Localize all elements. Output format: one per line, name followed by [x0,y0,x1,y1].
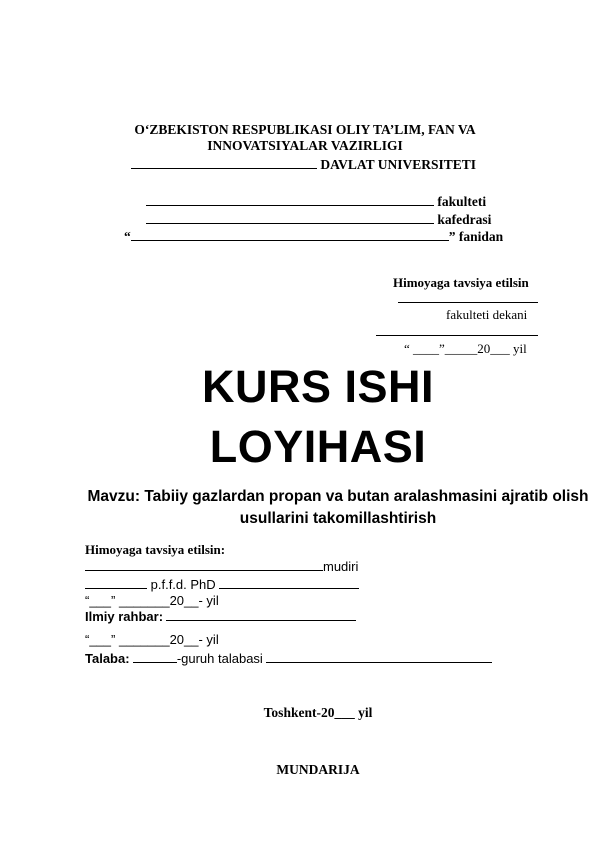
topic: Mavzu: Tabiiy gazlardan propan va butan aralashmasini ajratib olish usullarini takomillashtirish [87,488,589,527]
supervisor-line [85,609,356,625]
head-blank [85,559,323,571]
date-line-2: “___” _______20__- yil [85,632,219,647]
approval-date: “ ____”_____20___ yil [404,341,527,356]
student-line [85,651,492,667]
document-title-line-2: LOYIHASI [209,421,427,472]
degree-blank-left [85,577,147,589]
head-label: mudiri [323,559,359,574]
subject-open-quote: “ [124,229,131,244]
approval-blank-1 [398,290,538,303]
department-blank [146,212,434,224]
university-name-blank [131,157,317,169]
ministry-line-1: O‘ZBEKISTON RESPUBLIKASI OLIY TA’LIM, FAN VA [134,122,476,137]
contents-heading: MUNDARIJA [276,762,360,777]
head-line [85,559,358,574]
group-blank [133,651,177,663]
degree-label: p.f.f.d. PhD [150,577,216,592]
degree-blank-right [219,577,359,589]
faculty-label: fakulteti [437,194,487,209]
degree-line [85,577,359,592]
group-label: -guruh talabasi [176,651,263,666]
city-year: Toshkent-20___ yil [263,705,373,720]
subject-line [124,229,503,245]
university-line [131,157,476,173]
recommend-heading: Himoyaga tavsiya etilsin: [85,542,226,557]
student-name-blank [266,651,492,663]
faculty-line [146,194,486,210]
department-label: kafedrasi [437,212,492,227]
student-label: Talaba: [85,651,130,666]
subject-label: ” fanidan [448,229,504,244]
faculty-blank [146,194,434,206]
supervisor-blank [166,609,356,621]
date-line-1: “___” _______20__- yil [85,593,219,608]
approval-blank-2 [376,323,538,336]
supervisor-label: Ilmiy rahbar: [85,609,164,624]
document-title-line-1: KURS ISHI [201,361,435,412]
subject-blank [131,229,449,241]
department-line [146,212,491,228]
university-label: DAVLAT UNIVERSITETI [320,157,477,172]
ministry-line-2: INNOVATSIYALAR VAZIRLIGI [207,138,403,153]
approval-heading: Himoyaga tavsiya etilsin [393,275,529,290]
dean-label: fakulteti dekani [446,307,528,322]
